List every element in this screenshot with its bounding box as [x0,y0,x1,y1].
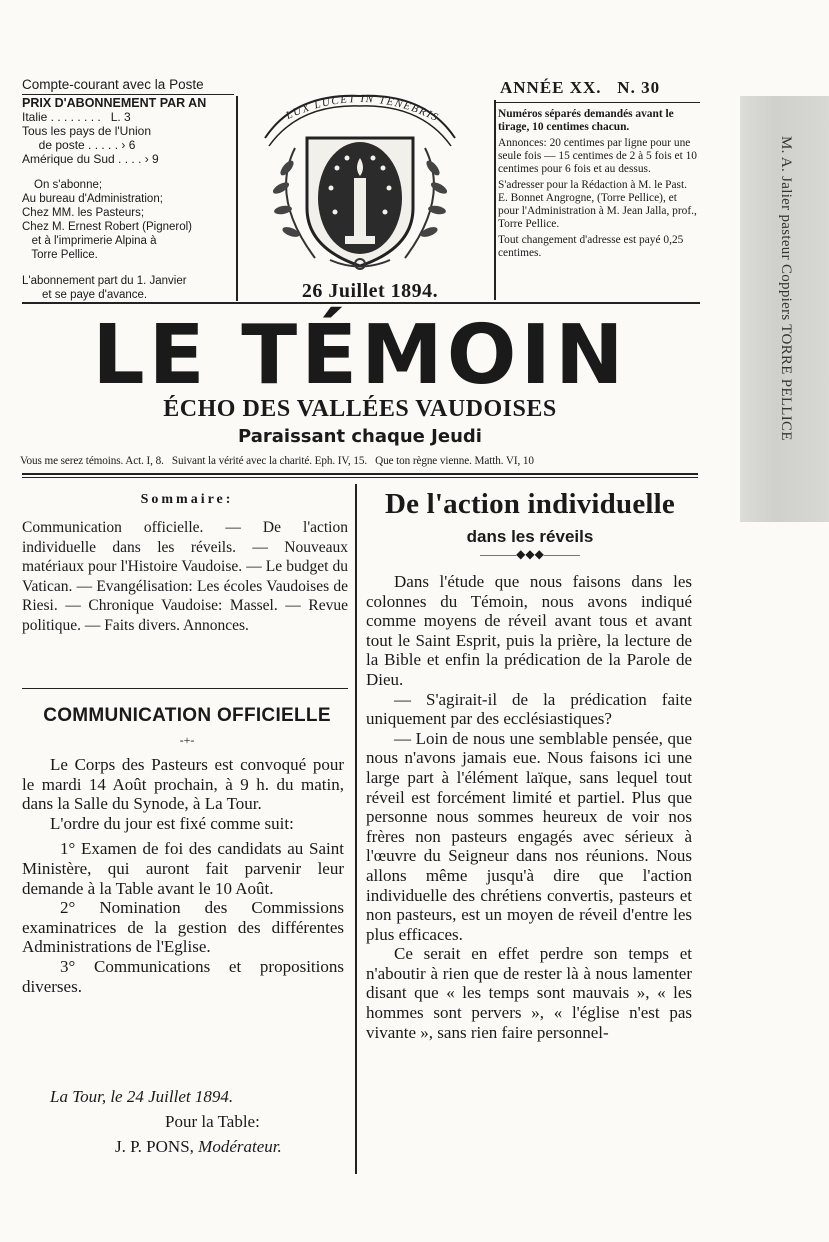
price-line: Italie . . . . . . . . L. 3 [22,110,131,124]
column-divider [355,484,357,1174]
svg-text:LUX LUCET IN TENEBRIS [283,93,441,124]
stamp-text: M. A. Jalier pasteur Coppiers TORRE PELLICE [778,136,794,441]
issue-date: 26 Juillet 1894. [301,280,439,302]
paragraph: 2° Nomination des Commissions examinatrices de la gestion des différentes Administrations de l'Eglise. [22,898,344,957]
abonnement-part: et se paye d'avance. [42,289,148,301]
issue-number: ANNÉE XX. N. 30 [500,78,661,97]
price-line: de poste . . . . . › 6 [22,138,136,152]
signature-date: La Tour, le 24 Juillet 1894. [50,1087,234,1106]
abonne-line: Au bureau d'Administration; [22,193,163,205]
sommaire-text: Communication officielle. — De l'action individuelle dans les réveils. — Nouveaux matériaux pour l'Histoire Vaudoise. — Le budget du Vatican. — Evangélisation: Les écoles Vaudoises de Riesi. — Chronique Vaudoise: Massel. — Revue politique. — Faits divers. Annonces. [22,519,348,634]
article-title: De l'action individuelle [385,488,675,520]
right-box-border [494,100,496,300]
paragraph: Ce serait en effet perdre son temps et n'aboutir à rien que de rester là à nous lamenter disant que « les temps sont mauvais », « les hommes sont pervers », « l'église n'est pas vivante », sans rien faire personnel- [366,944,692,1042]
masthead-subtitle: ÉCHO DES VALLÉES VAUDOISES [163,396,557,422]
paragraph: 3° Communications et propositions diverses. [22,956,344,996]
article-body [366,572,692,1042]
ads-info [498,108,698,263]
changement-text: Tout changement d'adresse est payé 0,25 centimes. [498,234,684,259]
scripture-mottos: Vous me serez témoins. Act. I, 8. Suivant la vérité avec la charité. Eph. IV, 15. Que ton règne vienne. Matth. VI, 10 [20,455,534,467]
abonne-line: et à l'imprimerie Alpina à [22,235,157,247]
abonne-line: Torre Pellice. [22,249,98,261]
emblem-motto: LUX LUCET IN TENEBRIS [284,92,441,125]
candle-seal-icon [235,88,485,278]
communication-title: COMMUNICATION OFFICIELLE [43,705,331,726]
sommaire-title: Sommaire: [140,492,234,507]
communication-body [22,755,344,996]
left-box-rule [22,94,234,95]
masthead-title: LE TÉMOIN [92,308,628,403]
right-box-rule [494,102,700,103]
abonne-line: On s'abonne; [34,179,103,191]
abonnement-part: L'abonnement part du 1. Janvier [22,275,187,287]
masthead-rule [22,477,698,478]
signature-role: Modérateur. [198,1137,282,1156]
price-line: Amérique du Sud . . . . › 9 [22,152,159,166]
paragraph: 1° Examen de foi des candidats au Saint Ministère, qui auront fait parvenir leur demande à la Table avant le 10 Août. [22,839,344,898]
paragraph: L'ordre du jour est fixé comme suit: [50,813,294,833]
signature-person: J. P. PONS, [115,1137,194,1156]
article-ornament: ———◆◆◆——— [480,547,580,561]
price-line: Tous les pays de l'Union [22,124,152,138]
paragraph: — S'agirait-il de la prédication faite uniquement par des ecclésiastiques? [366,689,692,729]
article-subtitle: dans les réveils [466,527,594,546]
signature-name [115,1137,355,1157]
paragraph: Dans l'étude que nous faisons dans les colonnes du Témoin, nous avons indiqué comme moyens de réveil avant tous et avant tout le Saint Esprit, puis la prière, la lecture de la Bible et enfin la prédication de la Parole de Dieu. [366,572,692,689]
compte-courant: Compte-courant avec la Poste [22,77,204,92]
subscription-info [22,78,232,302]
prix-title: PRIX D'ABONNEMENT PAR AN [22,96,207,110]
sommaire-rule [22,688,348,689]
paragraph: Le Corps des Pasteurs est convoqué pour le mardi 14 Août prochain, à 9 h. du matin, dans la Salle du Synode, à La Tour. [22,755,344,814]
signature-pour: Pour la Table: [165,1112,260,1131]
masthead-rule [22,473,698,475]
abonne-line: Chez M. Ernest Robert (Pignerol) [22,221,193,233]
date-rule [22,302,700,304]
publication-frequency: Paraissant chaque Jeudi [238,426,482,447]
abonne-line: Chez MM. les Pasteurs; [22,207,145,219]
numeros-text: Numéros séparés demandés avant le tirage, 10 centimes chacun. [498,108,674,133]
annonces-text: Annonces: 20 centimes par ligne pour une seule fois — 15 centimes de 2 à 5 fois et 10 centimes pour 6 fois et au dessus. [498,137,697,175]
address-stamp [740,96,829,522]
adresser-text: S'adresser pour la Rédaction à M. le Past. E. Bonnet Angrogne, (Torre Pellice), et pour l'Administration à M. Jean Jalla, prof., Torre Pellice. [498,179,697,230]
communication-ornament: -+- [179,733,195,747]
paragraph: — Loin de nous une semblable pensée, que nous n'avons jamais eue. Nous faisons ici une large part à l'élément laïque, sans lequel tout réveil est forcément limité et partiel. Plus que personne nous sommes heureux de voir nos frères non pasteurs engagés avec sérieux à l'œuvre du Seigneur dans nos réunions. Nous allons même jusqu'à dire que l'action individuelle des chrétiens convertis, pasteurs et non pasteurs, est un moyen de réveil d'entre les plus efficaces. [366,728,692,944]
